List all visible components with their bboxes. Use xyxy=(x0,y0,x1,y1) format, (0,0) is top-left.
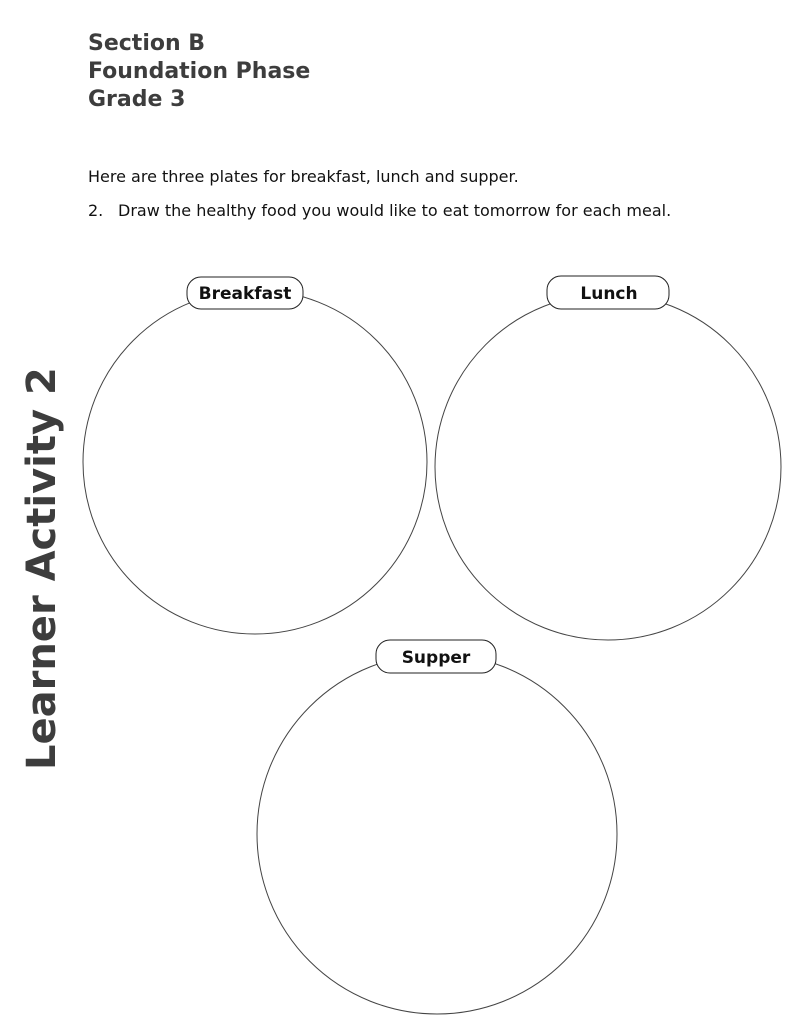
lunch-plate[interactable] xyxy=(435,276,781,640)
intro-text: Here are three plates for breakfast, lunch and supper. xyxy=(88,167,519,186)
supper-plate-circle[interactable] xyxy=(257,654,617,1014)
breakfast-plate-circle[interactable] xyxy=(83,290,427,634)
phase-title: Foundation Phase xyxy=(88,59,311,84)
breakfast-label: Breakfast xyxy=(198,284,292,304)
question-number: 2. xyxy=(88,201,104,220)
section-title: Section B xyxy=(88,31,206,56)
grade-title: Grade 3 xyxy=(88,87,186,112)
supper-plate[interactable] xyxy=(257,640,617,1014)
lunch-label: Lunch xyxy=(580,284,638,304)
breakfast-plate[interactable] xyxy=(83,277,427,634)
supper-label: Supper xyxy=(401,648,471,668)
lunch-plate-circle[interactable] xyxy=(435,294,781,640)
learner-activity-title: Learner Activity 2 xyxy=(19,367,65,770)
question-text: Draw the healthy food you would like to eat tomorrow for each meal. xyxy=(118,201,672,220)
